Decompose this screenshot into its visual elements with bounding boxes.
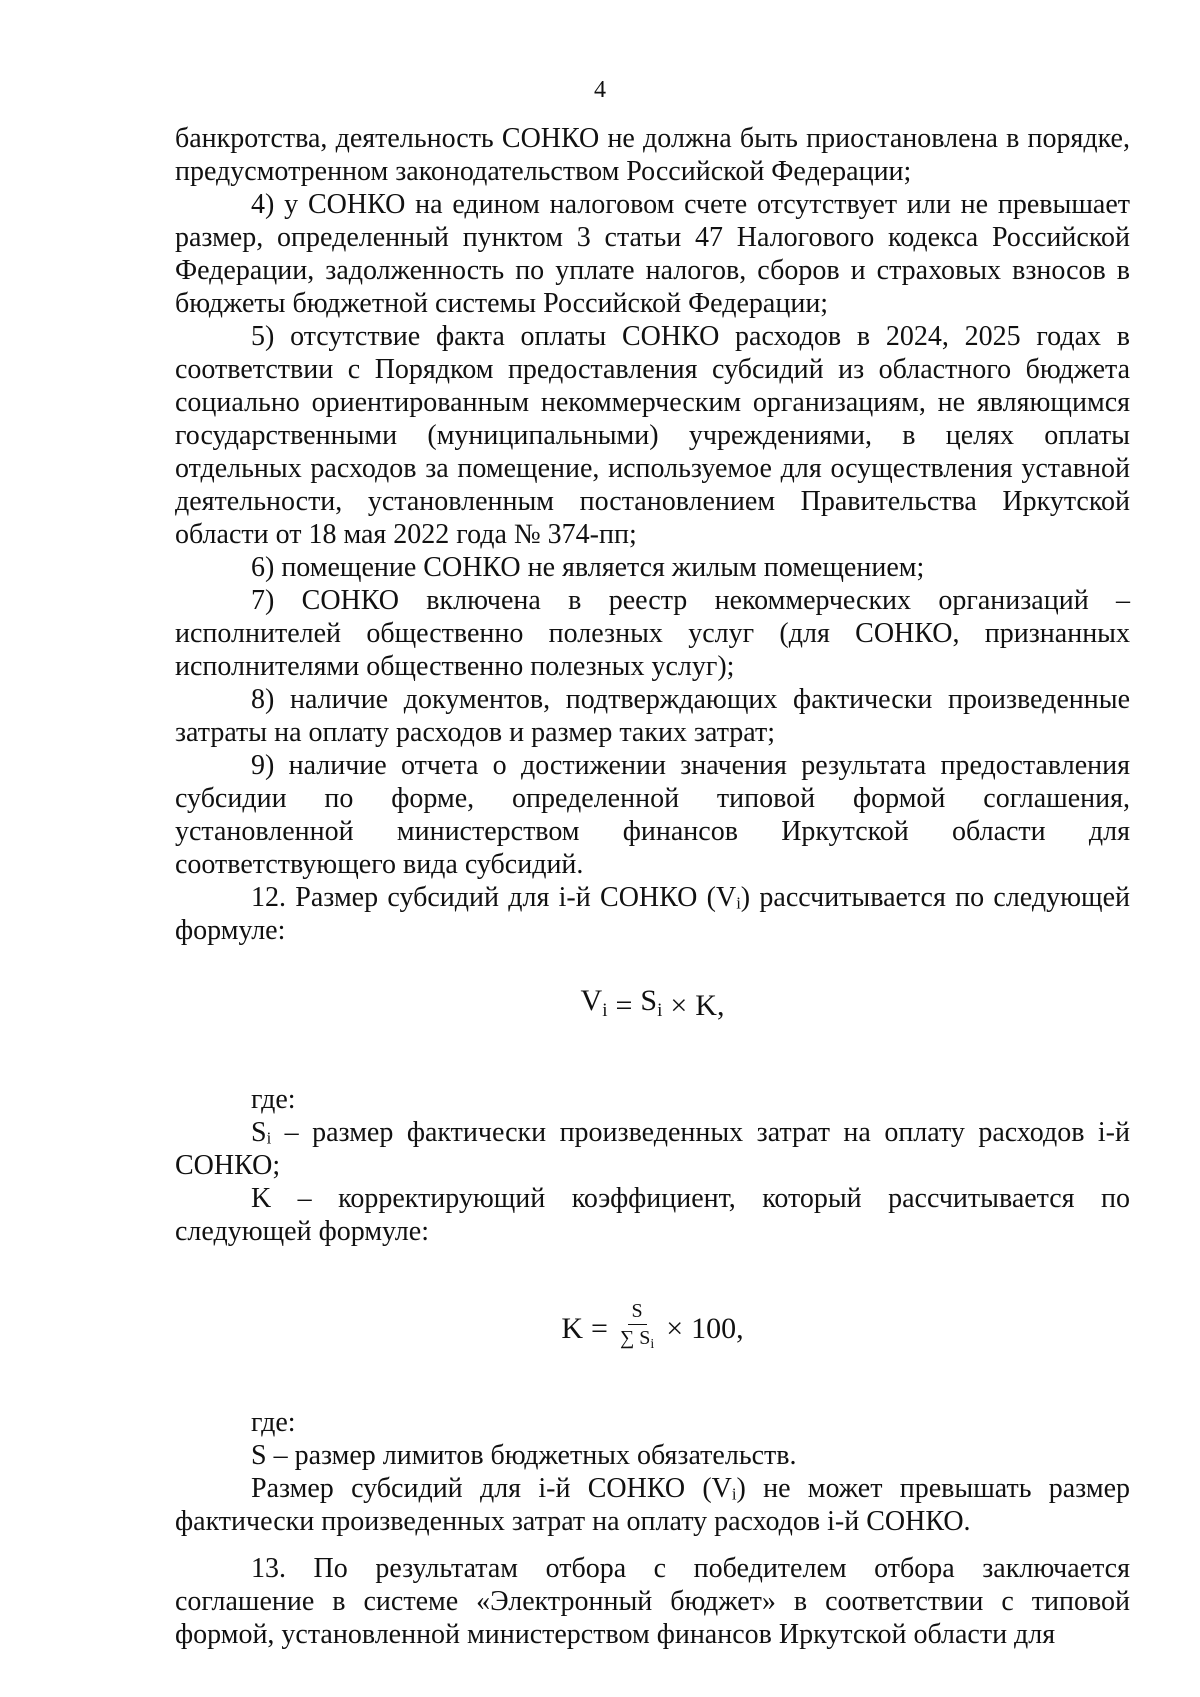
list-item-5: 5) отсутствие факта оплаты СОНКО расходов в 2024, 2025 годах в соответствии с Порядком предоставления субсидий из областного бюджета социально ориентированным некоммерческим организациям, не являющимся государственными (муниципальными) учреждениями, в целях оплаты отдельных расходов за помещение, используемое для осуществления уставной деятельности, установленным постановлением Правительства Иркутской области от 18 мая 2022 года № 374-пп; bbox=[175, 321, 1130, 550]
paragraph-12: 12. Размер субсидий для i-й СОНКО (Vᵢ) рассчитывается по следующей формуле: bbox=[175, 882, 1130, 946]
formula-vi-lhs-sub: i bbox=[602, 1000, 608, 1021]
formula-vi bbox=[175, 947, 1130, 1053]
formula-k-times: × bbox=[666, 1311, 684, 1345]
formula-k bbox=[175, 1248, 1130, 1376]
list-item-6: 6) помещение СОНКО не является жилым помещением; bbox=[251, 552, 925, 583]
definition-s: S – размер лимитов бюджетных обязательств. bbox=[251, 1440, 797, 1471]
list-item-4: 4) у СОНКО на едином налоговом счете отсутствует или не превышает размер, определенный пунктом 3 статьи 47 Налогового кодекса Российской Федерации, задолженность по уплате налогов, сборов и страховых взносов в бюджеты бюджетной системы Российской Федерации; bbox=[175, 189, 1130, 319]
paragraph-13: 13. По результатам отбора с победителем отбора заключается соглашение в системе «Электронный бюджет» в соответствии с типовой формой, установленной министерством финансов Иркутской области для bbox=[175, 1553, 1130, 1650]
formula-k-value: 100, bbox=[691, 1311, 744, 1345]
formula-vi-s: S bbox=[640, 984, 658, 1017]
document-body bbox=[175, 122, 1130, 1651]
where-label-1: где: bbox=[251, 1084, 296, 1115]
list-item-8: 8) наличие документов, подтверждающих фактически произведенные затраты на оплату расходов и размер таких затрат; bbox=[175, 684, 1130, 748]
page-number: 4 bbox=[594, 77, 606, 103]
formula-vi-lhs: V bbox=[580, 984, 603, 1017]
paragraph-continuation: банкротства, деятельность СОНКО не должна быть приостановлена в порядке, предусмотренном законодательством Российской Федерации; bbox=[175, 123, 1130, 187]
formula-vi-equals: = bbox=[615, 989, 633, 1022]
subsidy-limit-paragraph: Размер субсидий для i-й СОНКО (Vᵢ) не может превышать размер фактически произведенных затрат на оплату расходов i-й СОНКО. bbox=[175, 1473, 1130, 1537]
formula-k-sigma: ∑ bbox=[619, 1327, 635, 1349]
formula-vi-times: × bbox=[670, 989, 688, 1022]
definition-k: K – корректирующий коэффициент, который рассчитывается по следующей формуле: bbox=[175, 1183, 1130, 1247]
definition-si: Sᵢ – размер фактически произведенных затрат на оплату расходов i-й СОНКО; bbox=[175, 1117, 1130, 1181]
list-item-7: 7) СОНКО включена в реестр некоммерческих организаций – исполнителей общественно полезных услуг (для СОНКО, признанных исполнителями общественно полезных услуг); bbox=[175, 585, 1130, 682]
formula-vi-s-sub: i bbox=[657, 1000, 663, 1021]
formula-k-den-sub: i bbox=[650, 1337, 655, 1352]
list-item-9: 9) наличие отчета о достижении значения результата предоставления субсидии по форме, определенной типовой формой соглашения, установленной министерством финансов Иркутской области для соответствующего вида субсидий. bbox=[175, 750, 1130, 880]
formula-k-numerator: S bbox=[628, 1299, 647, 1325]
formula-k-fraction bbox=[616, 1299, 658, 1357]
formula-vi-k: K, bbox=[695, 989, 725, 1022]
formula-k-den-s: S bbox=[639, 1327, 651, 1349]
where-label-2: где: bbox=[251, 1407, 296, 1438]
formula-k-lhs: K bbox=[561, 1311, 584, 1345]
formula-k-equals: = bbox=[591, 1311, 608, 1345]
formula-k-denominator bbox=[616, 1325, 658, 1357]
